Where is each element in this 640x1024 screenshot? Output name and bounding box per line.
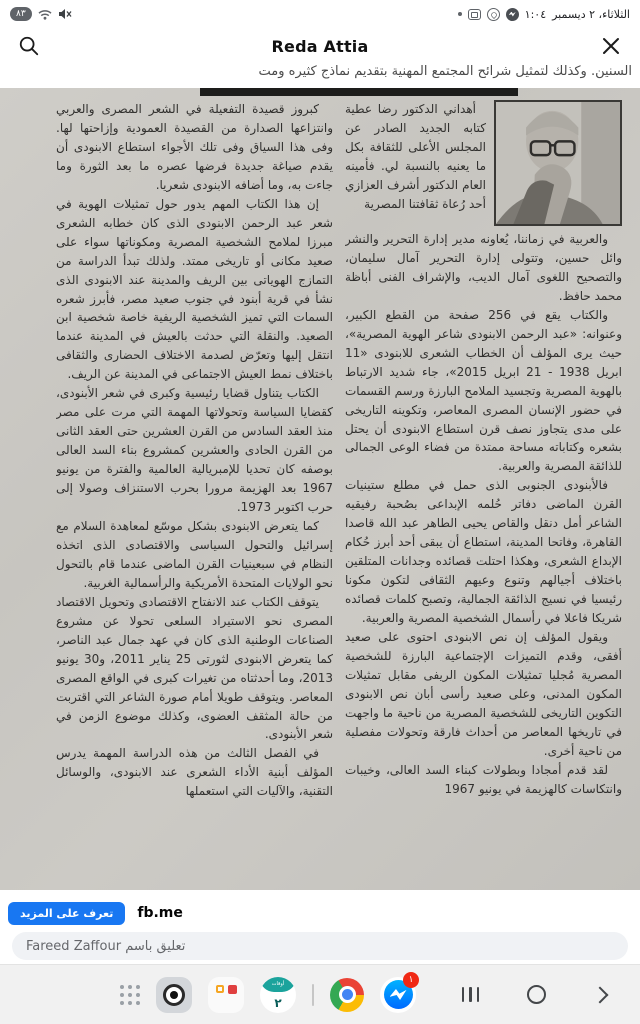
status-bar bbox=[0, 0, 640, 28]
messenger-app-icon[interactable] bbox=[380, 974, 416, 1013]
camera-lens-icon bbox=[163, 984, 185, 1006]
article-paragraph: في الفصل الثالث من هذه الدراسة المهمة يدرس المؤلف أبنية الأداء الشعرى عند الابنودى، والوسائل التقنية، والآليات التي استعملها bbox=[56, 746, 333, 799]
status-date: الثلاثاء، ٢ ديسمبر bbox=[552, 7, 630, 21]
taskbar bbox=[0, 964, 640, 1024]
article-paragraph: كما يتعرض الابنودى بشكل موسّع لمعاهدة السلام مع إسرائيل والتحول السياسى والاقتصادى الذى اتخذه النظام في سبعينيات القرن الماضى عندما قام بالتحول نحو الولايات المتحدة الأمريكية والرأسمالية الغربية. bbox=[56, 518, 333, 590]
wifi-icon bbox=[38, 9, 52, 20]
app-drawer-icon[interactable] bbox=[120, 985, 140, 1005]
status-time: ١:٠٤ bbox=[524, 7, 547, 21]
article-columns bbox=[56, 100, 622, 884]
camera-app-icon[interactable] bbox=[156, 977, 192, 1013]
article-paragraph: فالأبنودى الجنوبى الذى حمل في مطلع ستينيات القرن الماضى دفاتر حُلمه الإبداعى بصُحبة رفيقيه الشاعر أمل دنقل والقاص يحيى الطاهر عبد الله قاصدا القاهرة، وفاتحا المدينة، استطاع أن يبقى أحد أبرز حُكام الإبداع الشعرى، وهكذا احتلت قصائده وجدانات المتلقين باختلاف أجيالهم وتنوع وعيهم الثقافى لتكون مكونا رئيسيا في نسيج الذائقة الجمالية، وتصبح كلمات قصائده شريكا فاعلا في رأسمال الشخصية المصرية والعربية. bbox=[345, 478, 622, 626]
page-title: Reda Attia bbox=[271, 36, 369, 56]
close-button[interactable] bbox=[598, 33, 624, 59]
learn-more-button[interactable]: تعرف على المزيد bbox=[8, 902, 125, 925]
search-button[interactable] bbox=[16, 33, 42, 59]
mute-icon bbox=[58, 8, 72, 20]
article-column-right bbox=[345, 100, 622, 884]
taskbar-apps bbox=[120, 974, 416, 1013]
messenger-badge: ١ bbox=[403, 972, 419, 988]
gallery-app-icon[interactable] bbox=[208, 977, 244, 1013]
status-left bbox=[10, 7, 72, 21]
home-button[interactable] bbox=[527, 985, 546, 1004]
comment-input[interactable]: تعليق باسم Fareed Zaffour bbox=[12, 932, 628, 960]
comment-bar bbox=[0, 928, 640, 964]
viewer-header bbox=[0, 28, 640, 64]
recents-button[interactable] bbox=[462, 987, 480, 1002]
article-paragraph: كبروز قصيدة التفعيلة في الشعر المصرى والعربي وانتزاعها الصدارة من القصيدة العمودية وإزاحتها لها. وفى هذا السياق وفى تلك الأجواء استطاع الابنودى أن يقدم صياغة جديدة فرضها عصره ما بعد الثورة وما جاءت به، وما أضافه الابنودى شعريا. bbox=[56, 102, 333, 192]
search-icon bbox=[18, 35, 40, 57]
prayer-times-app-icon[interactable] bbox=[260, 977, 296, 1013]
article-paragraph: ويقول المؤلف إن نص الابنودى احتوى على صعيد أفقى، وقدم التميزات الإجتماعية البارزة للشخصية المصرية مُجليا تمثيلات المكون الريفى مقابل تمثيلات المكون المدنى، وعلى صعيد رأسى أبان نص الابنودى التكوين التاريخى للشخصية المصرية من ناحية ما واجهت في تاريخها المعاصر من أحداث فارقة وتحولات مفصلية من ناحية أخرى. bbox=[345, 630, 622, 758]
article-top-rule bbox=[200, 88, 518, 96]
chrome-app-icon[interactable] bbox=[330, 978, 364, 1012]
link-bar bbox=[0, 898, 640, 928]
status-right bbox=[458, 8, 630, 21]
article-paragraph: لقد قدم أمجادا وبطولات كبناء السد العالى، وخيبات وانتكاسات كالهزيمة في يونيو 1967 bbox=[345, 762, 622, 796]
article-intro-row bbox=[345, 100, 622, 226]
article-paragraph: والكتاب يقع في 256 صفحة من القطع الكبير، وعنوانه: «عبد الرحمن الابنودى شاعر الهوية المصرية»، حيث يرى المؤلف أن الخطاب الشعرى للابنودى «11 ابريل 1938 - 21 ابريل 2015»، جاء شديد الارتباط بالهوية المصرية وتجسيد الملامح البارزة ورسم القسمات في حضور الإنسان المصرى المعاصر، وتكوينه التاريخى على مدى يتجاوز نصف قرن استطاع الابنودى أن يحتل بشعره وكتاباته مساحة ممتدة من فضاء الوعى الجمالى للذائقة المصرية والعربية. bbox=[345, 307, 622, 474]
post-text-snippet: السنين. وكذلك لتمثيل شرائح المجتمع المهنية بتقديم نماذج كثيره ومت bbox=[0, 62, 640, 88]
article-intro-text bbox=[345, 100, 486, 226]
whatsapp-status-icon bbox=[487, 8, 500, 21]
navigation-bar bbox=[462, 985, 607, 1004]
link-domain[interactable]: fb.me bbox=[137, 905, 183, 921]
article-column-left bbox=[56, 100, 333, 884]
back-button[interactable] bbox=[592, 986, 609, 1003]
taskbar-separator bbox=[312, 984, 314, 1006]
prayer-app-label: أوقات bbox=[260, 977, 296, 992]
article-paragraph: والعربية في زماننا، يُعاونه مدير إدارة التحرير والنشر وائل حسين، وتتولى إدارة التحرير آمال سليمان، والتصحيح اللغوى آمال الديب، والإشراف الفنى أباظة محمد حافظ. bbox=[345, 232, 622, 303]
smart-view-icon bbox=[468, 9, 481, 20]
article-paragraph: الكتاب يتناول قضايا رئيسية وكبرى في شعر الأبنودى، كقضايا السياسة وتحولاتها المهمة التي مرت على مصر منذ العقد السادس من القرن العشرين حتى العقد الثانى من القرن الحادى والعشرين كمشروع بناء السد العالى بوصفه كان تحديا للإمبريالية العالمية والفترة من يونيو 1967 بعد الهزيمة مرورا بحرب الاستنزاف وصولا إلى حرب اكتوبر 1973. bbox=[56, 386, 333, 515]
article-paragraph: أهداني الدكتور رضا عطية كتابه الجديد الصادر عن المجلس الأعلى للثقافة بكل ما يعنيه بالنسبة لي. فأمينه العام الدكتور أشرف العزازي أحد رُعاة ثقافتنا المصرية bbox=[345, 102, 486, 211]
article-paragraph: يتوقف الكتاب عند الانفتاح الاقتصادى وتحويل الاقتصاد المصرى نحو الاستيراد السلعى تحولا عن مشروع الصناعات الوطنية الذى كان في عهد جمال عبد الناصر، كما يتعرض الابنودى لثورتى 25 يناير 2011، و30 يونيو 2013، وما أحدثتاه من تغيرات كبرى في الواقع المصرى المعاصر. ويتوقف طويلا أمام صورة الشاعر التي اقتربت من حالة المثقف العضوى، وكذلك موضوع الزمن في شعر الأبنودى. bbox=[56, 594, 333, 742]
portrait-photo-icon bbox=[496, 102, 620, 224]
scan-bottom-gap bbox=[0, 890, 640, 898]
article-paragraph: إن هذا الكتاب المهم يدور حول تمثيلات الهوية في شعر عبد الرحمن الابنودى الذى كان خطابه الشعرى مبرزا لملامح الشخصية المصرية ومكوناتها سواء على صعيد مكانى أو تاريخى ممتد. ولذلك تبدأ الدراسة من التمازج الهوياتى بين الريف والمدينة عند الابنودى الذى نشأ في قرية أبنود في جنوب صعيد مصر، فأبرز شعره السمات التي تميز الشخصية الريفية خاصة شخصية ابن الصعيد. والنقلة التي حدثت بالعيش في المدينة عندما انتقل إليها وتعرّض لصدمة الاختلاف الحضارى والثقافى باختلاف نمط العيش الاجتماعى في المدينة عن الريف. bbox=[56, 196, 333, 382]
article-photo bbox=[494, 100, 622, 226]
battery-icon: ٨٣ bbox=[10, 7, 32, 21]
article-scan-image[interactable] bbox=[0, 88, 640, 890]
notification-dot-icon bbox=[458, 12, 462, 16]
prayer-app-number: ٢ bbox=[274, 995, 282, 1010]
messenger-status-icon bbox=[506, 8, 519, 21]
close-icon bbox=[601, 36, 621, 56]
